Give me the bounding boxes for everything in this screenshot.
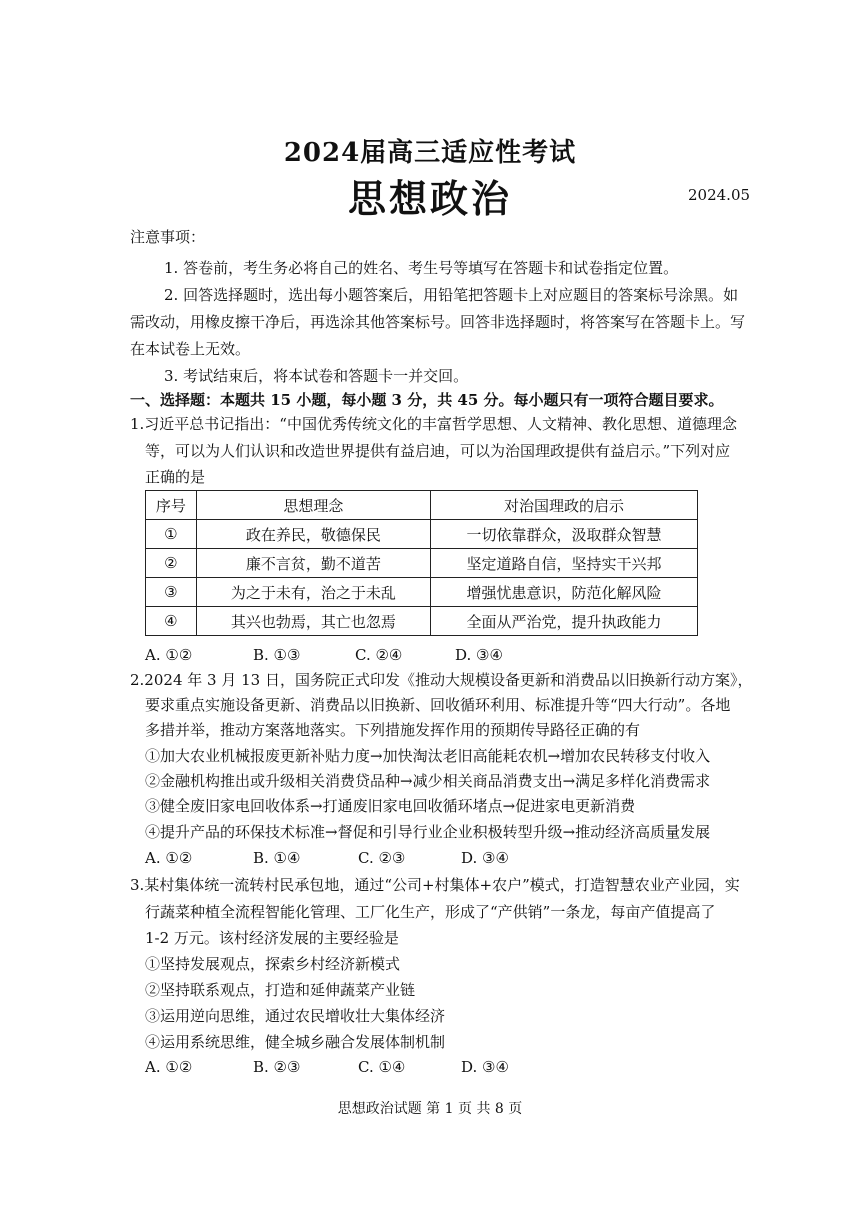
section-heading: 一、选择题：本题共 15 小题，每小题 3 分，共 45 分。每小题只有一项符合题目要求。 bbox=[130, 391, 724, 409]
question-text: 多措并举，推动方案落地落实。下列措施发挥作用的预期传导路径正确的有 bbox=[145, 721, 641, 739]
table-row bbox=[146, 578, 698, 607]
option-d: D. ③④ bbox=[455, 646, 503, 664]
notice-line: 3. 考试结束后，将本试卷和答题卡一并交回。 bbox=[164, 367, 469, 385]
statement: ②坚持联系观点，打造和延伸蔬菜产业链 bbox=[145, 981, 416, 999]
statement: ①坚持发展观点，探索乡村经济新模式 bbox=[145, 955, 401, 973]
notice-heading: 注意事项： bbox=[130, 228, 206, 246]
option-d: D. ③④ bbox=[461, 849, 509, 867]
subject-title: 思想政治 bbox=[347, 176, 512, 221]
table-row bbox=[146, 607, 698, 636]
question-text: 2.2024 年 3 月 13 日，国务院正式印发《推动大规模设备更新和消费品以旧换新行动方案》， bbox=[130, 671, 753, 689]
statement: ①加大农业机械报废更新补贴力度→加快淘汰老旧高能耗农机→增加农民转移支付收入 bbox=[145, 747, 711, 765]
answer-options bbox=[145, 848, 509, 868]
option-a: A. ①② bbox=[145, 1058, 193, 1076]
option-b: B. ②③ bbox=[253, 1058, 301, 1076]
option-c: C. ①④ bbox=[358, 1058, 406, 1076]
option-d: D. ③④ bbox=[461, 1058, 509, 1076]
notice-line: 1. 答卷前，考生务必将自己的姓名、考生号等填写在答题卡和试卷指定位置。 bbox=[164, 259, 679, 277]
statement: ③健全废旧家电回收体系→打通废旧家电回收循环堵点→促进家电更新消费 bbox=[145, 797, 636, 815]
option-c: C. ②④ bbox=[355, 646, 403, 664]
page-footer: 思想政治试题 第 1 页 共 8 页 bbox=[337, 1101, 523, 1117]
table-row bbox=[146, 520, 698, 549]
table-cell: ② bbox=[146, 549, 197, 578]
question-text: 1.习近平总书记指出：“中国优秀传统文化的丰富哲学思想、人文精神、教化思想、道德理念 bbox=[130, 415, 737, 433]
exam-date: 2024.05 bbox=[688, 186, 751, 204]
table-header-cell: 序号 bbox=[146, 491, 197, 520]
table-cell: 一切依靠群众，汲取群众智慧 bbox=[430, 520, 697, 549]
table-header-cell: 对治国理政的启示 bbox=[430, 491, 697, 520]
question-text: 等，可以为人们认识和改造世界提供有益启迪，可以为治国理政提供有益启示。”下列对应 bbox=[145, 442, 731, 460]
option-b: B. ①④ bbox=[253, 849, 301, 867]
statement: ②金融机构推出或升级相关消费贷品种→减少相关商品消费支出→满足多样化消费需求 bbox=[145, 772, 711, 790]
table-cell: 廉不言贫，勤不道苦 bbox=[196, 549, 430, 578]
exam-title: 2024届高三适应性考试 bbox=[283, 138, 577, 168]
table-cell: 其兴也勃焉，其亡也忽焉 bbox=[196, 607, 430, 636]
table-cell: ④ bbox=[146, 607, 197, 636]
option-b: B. ①③ bbox=[253, 646, 301, 664]
question-text: 要求重点实施设备更新、消费品以旧换新、回收循环利用、标准提升等“四大行动”。各地 bbox=[145, 696, 731, 714]
table-row bbox=[146, 549, 698, 578]
statement: ④运用系统思维，健全城乡融合发展体制机制 bbox=[145, 1033, 446, 1051]
notice-line: 在本试卷上无效。 bbox=[130, 340, 251, 358]
table-cell: 增强忧患意识，防范化解风险 bbox=[430, 578, 697, 607]
answer-options bbox=[145, 1057, 509, 1077]
table-header-cell: 思想理念 bbox=[196, 491, 430, 520]
table-cell: 政在养民，敬德保民 bbox=[196, 520, 430, 549]
question-text: 行蔬菜种植全流程智能化管理、工厂化生产，形成了“产供销”一条龙，每亩产值提高了 bbox=[145, 903, 716, 921]
notice-line: 2. 回答选择题时，选出每小题答案后，用铅笔把答题卡上对应题目的答案标号涂黑。如 bbox=[164, 286, 739, 304]
option-c: C. ②③ bbox=[358, 849, 406, 867]
option-a: A. ①② bbox=[145, 646, 193, 664]
statement: ④提升产品的环保技术标准→督促和引导行业企业积极转型升级→推动经济高质量发展 bbox=[145, 823, 711, 841]
table-cell: ① bbox=[146, 520, 197, 549]
ideas-table bbox=[145, 490, 698, 636]
question-text: 正确的是 bbox=[145, 468, 206, 486]
answer-options bbox=[145, 645, 503, 665]
table-cell: 全面从严治党，提升执政能力 bbox=[430, 607, 697, 636]
option-a: A. ①② bbox=[145, 849, 193, 867]
statement: ③运用逆向思维，通过农民增收壮大集体经济 bbox=[145, 1007, 446, 1025]
table-cell: ③ bbox=[146, 578, 197, 607]
question-text: 3.某村集体统一流转村民承包地，通过“公司+村集体+农户”模式，打造智慧农业产业园，实 bbox=[130, 876, 740, 894]
table-cell: 为之于未有，治之于未乱 bbox=[196, 578, 430, 607]
table-cell: 坚定道路自信，坚持实干兴邦 bbox=[430, 549, 697, 578]
notice-line: 需改动，用橡皮擦干净后，再选涂其他答案标号。回答非选择题时，将答案写在答题卡上。写 bbox=[130, 313, 746, 331]
table-header-row bbox=[146, 491, 698, 520]
question-text: 1-2 万元。该村经济发展的主要经验是 bbox=[145, 929, 399, 947]
